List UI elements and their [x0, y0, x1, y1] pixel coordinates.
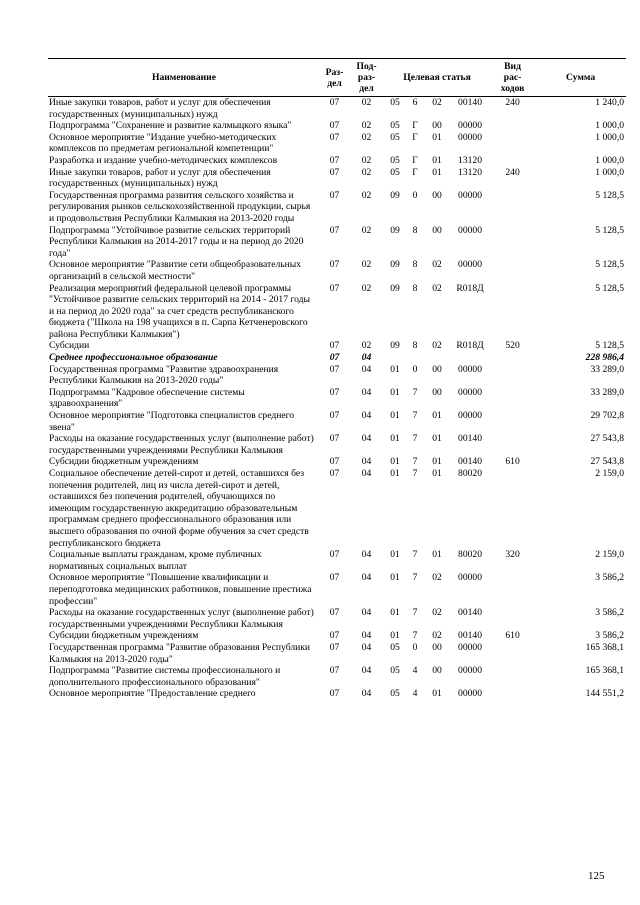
header-target: Целевая статья — [384, 59, 490, 97]
row-section: 07 — [329, 154, 340, 166]
table-row — [48, 167, 626, 190]
row-target-subprogram: 4 — [412, 665, 418, 677]
row-subsection: 04 — [361, 665, 372, 677]
row-section: 07 — [329, 352, 340, 364]
table-row — [48, 364, 626, 387]
row-target-direction: 80020 — [458, 549, 483, 561]
row-section: 07 — [329, 97, 340, 108]
row-target-subprogram: 7 — [412, 549, 418, 561]
row-target-direction: 00000 — [458, 189, 483, 201]
row-expense-type — [490, 642, 535, 665]
row-name: Государственная программа "Развитие здравоохранения Республики Калмыкия на 2013-2020 годы" — [49, 363, 279, 387]
row-target-subprogram: 8 — [412, 224, 418, 236]
row-target-event: 01 — [432, 468, 442, 479]
row-target-subprogram: 7 — [412, 386, 418, 398]
row-target-event: 01 — [432, 410, 442, 422]
row-section: 07 — [329, 259, 340, 271]
row-target-direction: R018Д — [456, 340, 484, 352]
budget-table — [48, 58, 626, 700]
row-section: 07 — [329, 433, 340, 445]
row-target-subprogram: 8 — [412, 259, 418, 271]
row-name: Субсидии бюджетным учреждениям — [49, 456, 199, 468]
row-amount: 228 986,4 — [585, 352, 625, 364]
row-target-program: 05 — [390, 131, 400, 143]
row-name: Основное мероприятие "Повышение квалификации и переподготовка медицинских работников, повышение престижа профессии" — [49, 572, 312, 607]
row-target-direction: 00000 — [458, 688, 483, 700]
row-target-event: 02 — [432, 282, 442, 294]
row-amount: 33 289,0 — [590, 386, 625, 398]
row-section: 07 — [329, 607, 340, 619]
row-target-event: 00 — [432, 665, 442, 677]
row-section: 07 — [329, 549, 340, 561]
row-amount: 1 240,0 — [595, 97, 625, 108]
row-name: Социальные выплаты гражданам, кроме публичных нормативных социальных выплат — [49, 549, 262, 572]
row-expense-type — [490, 120, 535, 132]
row-name: Подпрограмма "Устойчивое развитие сельских территорий Республики Калмыкия на 2014-2017 годы и на период до 2020 года" — [49, 224, 304, 259]
row-target-direction — [450, 352, 490, 364]
row-name: Иные закупки товаров, работ и услуг для обеспечения государственных (муниципальных) нужд — [49, 97, 271, 120]
row-subsection: 02 — [361, 340, 372, 352]
row-subsection: 04 — [361, 363, 372, 375]
row-target-program: 05 — [390, 688, 400, 700]
row-target-program: 01 — [390, 572, 400, 584]
row-expense-type — [490, 572, 535, 607]
row-expense-type — [490, 468, 535, 549]
row-target-event: 00 — [432, 120, 442, 132]
row-target-direction: 00140 — [458, 456, 483, 468]
table-row — [48, 549, 626, 572]
row-subsection: 04 — [361, 352, 372, 364]
row-target-direction: 00000 — [458, 131, 483, 143]
row-expense-type — [490, 433, 535, 456]
row-amount: 3 586,2 — [595, 572, 625, 584]
row-target-direction: 13120 — [458, 154, 483, 166]
page-number: 125 — [588, 870, 605, 882]
row-expense-type — [490, 352, 535, 364]
row-target-direction: 00000 — [458, 410, 483, 422]
row-expense-type: 520 — [505, 340, 520, 352]
row-subsection: 02 — [361, 120, 372, 132]
row-target-direction: 13120 — [458, 166, 483, 178]
row-target-event: 02 — [432, 97, 442, 108]
row-target-program: 05 — [390, 120, 400, 132]
row-name: Подпрограмма "Сохранение и развитие калмыцкого языка" — [49, 120, 292, 132]
row-target-event: 00 — [432, 641, 442, 653]
row-target-subprogram: 7 — [412, 468, 418, 479]
row-target-program: 01 — [390, 549, 400, 561]
row-target-event: 02 — [432, 630, 442, 642]
row-expense-type: 610 — [505, 630, 520, 642]
row-section: 07 — [329, 224, 340, 236]
row-amount: 5 128,5 — [595, 259, 625, 271]
row-expense-type — [490, 155, 535, 167]
row-amount: 3 586,2 — [595, 630, 625, 642]
row-target-subprogram: Г — [412, 131, 418, 143]
row-target-subprogram: 7 — [412, 572, 418, 584]
row-target-program: 01 — [390, 410, 400, 422]
row-name: Иные закупки товаров, работ и услуг для обеспечения государственных (муниципальных) нужд — [49, 166, 271, 190]
row-target-event: 01 — [432, 456, 442, 468]
row-expense-type: 320 — [505, 549, 520, 561]
header-name: Наименование — [48, 59, 320, 97]
row-amount: 27 543,8 — [590, 433, 625, 445]
table-row — [48, 225, 626, 260]
row-target-subprogram: 7 — [412, 410, 418, 422]
row-target-direction: 00000 — [458, 363, 483, 375]
row-subsection: 04 — [361, 410, 372, 422]
row-expense-type — [490, 364, 535, 387]
header-subsection: Под- раз- дел — [349, 59, 384, 97]
row-target-subprogram: 7 — [412, 607, 418, 619]
row-expense-type — [490, 665, 535, 688]
row-amount: 29 702,8 — [590, 410, 625, 422]
row-expense-type — [490, 259, 535, 282]
table-row — [48, 387, 626, 410]
row-expense-type — [490, 225, 535, 260]
row-target-direction: 00140 — [458, 97, 483, 108]
row-target-program: 09 — [390, 259, 400, 271]
row-amount: 2 159,0 — [595, 468, 625, 479]
row-target-subprogram: 7 — [412, 630, 418, 642]
row-target-program: 01 — [390, 386, 400, 398]
row-expense-type — [490, 132, 535, 155]
table-row — [48, 665, 626, 688]
row-name: Основное мероприятие "Развитие сети общеобразовательных организаций в сельской местности" — [49, 259, 302, 282]
row-target-subprogram: Г — [412, 154, 418, 166]
row-target-direction: 00000 — [458, 386, 483, 398]
row-amount: 1 000,0 — [595, 120, 625, 132]
row-subsection: 04 — [361, 641, 372, 653]
row-target-program: 09 — [390, 224, 400, 236]
row-target-subprogram: 8 — [412, 340, 418, 352]
table-row — [48, 120, 626, 132]
header-section: Раз- дел — [320, 59, 349, 97]
row-expense-type: 610 — [505, 456, 520, 468]
row-subsection: 04 — [361, 607, 372, 619]
row-target-subprogram: Г — [412, 120, 418, 132]
table-row — [48, 155, 626, 167]
row-target-direction: 00000 — [458, 224, 483, 236]
row-expense-type — [490, 410, 535, 433]
table-row — [48, 340, 626, 352]
row-subsection: 02 — [361, 154, 372, 166]
row-target-subprogram: Г — [412, 166, 418, 178]
table-row — [48, 642, 626, 665]
row-section: 07 — [329, 641, 340, 653]
row-target-program: 09 — [390, 189, 400, 201]
row-name: Расходы на оказание государственных услуг (выполнение работ) государственными учреждениями Республики Калмыкия — [49, 433, 314, 456]
row-target-direction: 00000 — [458, 572, 483, 584]
row-name: Среднее профессиональное образование — [49, 352, 218, 364]
row-section: 07 — [329, 572, 340, 584]
row-expense-type — [490, 387, 535, 410]
row-expense-type — [490, 688, 535, 700]
row-target-direction: 00000 — [458, 641, 483, 653]
row-expense-type — [490, 607, 535, 630]
row-target-event: 02 — [432, 340, 442, 352]
row-subsection: 04 — [361, 433, 372, 445]
row-section: 07 — [329, 189, 340, 201]
row-subsection: 02 — [361, 282, 372, 294]
row-target-direction: 00140 — [458, 630, 483, 642]
row-name: Государственная программа развития сельского хозяйства и регулирования рынков сельскохозяйственной продукции, сырья и продовольствия Республики Калмыкия на 2013-2020 годы — [49, 189, 311, 224]
row-target-event: 01 — [432, 433, 442, 445]
row-target-event: 01 — [432, 131, 442, 143]
row-section: 07 — [329, 410, 340, 422]
row-target-event: 00 — [432, 386, 442, 398]
row-target-direction: 80020 — [458, 468, 483, 479]
row-amount: 165 368,1 — [585, 641, 625, 653]
row-name: Разработка и издание учебно-методических комплексов — [49, 154, 278, 166]
row-target-event — [424, 352, 450, 364]
row-name: Основное мероприятие "Издание учебно-методических комплексов по предметам региональной компетенции" — [49, 131, 277, 155]
row-section: 07 — [329, 456, 340, 468]
row-amount: 165 368,1 — [585, 665, 625, 677]
row-target-program: 05 — [390, 166, 400, 178]
row-target-program: 05 — [390, 97, 400, 108]
row-amount: 5 128,5 — [595, 224, 625, 236]
table-row — [48, 132, 626, 155]
row-name: Подпрограмма "Кадровое обеспечение системы здравоохранения" — [49, 386, 245, 410]
row-subsection: 04 — [361, 386, 372, 398]
row-expense-type: 240 — [505, 97, 520, 108]
row-amount: 2 159,0 — [595, 549, 625, 561]
header-amount: Сумма — [535, 59, 626, 97]
row-target-event: 01 — [432, 166, 442, 178]
row-subsection: 04 — [361, 688, 372, 700]
row-expense-type: 240 — [505, 166, 520, 178]
row-target-event: 00 — [432, 189, 442, 201]
row-target-event: 01 — [432, 688, 442, 700]
table-row — [48, 607, 626, 630]
table-row — [48, 352, 626, 364]
row-amount: 144 551,2 — [585, 688, 625, 700]
row-amount: 1 000,0 — [595, 131, 625, 143]
row-target-program: 01 — [390, 468, 400, 479]
row-subsection: 02 — [361, 189, 372, 201]
row-target-direction: 00000 — [458, 259, 483, 271]
row-target-program: 09 — [390, 282, 400, 294]
row-amount: 5 128,5 — [595, 189, 625, 201]
row-section: 07 — [329, 340, 340, 352]
table-row — [48, 433, 626, 456]
row-amount: 3 586,2 — [595, 607, 625, 619]
row-target-subprogram: 7 — [412, 433, 418, 445]
table-body — [48, 97, 626, 700]
row-target-event: 00 — [432, 363, 442, 375]
row-target-subprogram: 7 — [412, 456, 418, 468]
row-target-event: 02 — [432, 572, 442, 584]
table-row — [48, 468, 626, 549]
row-name: Государственная программа "Развитие образования Республики Калмыкия на 2013-2020 годы" — [49, 641, 311, 665]
table-row — [48, 190, 626, 225]
row-section: 07 — [329, 386, 340, 398]
row-target-direction: 00000 — [458, 665, 483, 677]
row-target-subprogram: 6 — [412, 97, 418, 108]
row-subsection: 02 — [361, 97, 372, 108]
table-row — [48, 630, 626, 642]
row-section: 07 — [329, 166, 340, 178]
row-name: Субсидии — [49, 340, 90, 352]
table-row — [48, 456, 626, 468]
table-header-row — [48, 59, 626, 97]
row-subsection: 02 — [361, 259, 372, 271]
row-subsection: 04 — [361, 549, 372, 561]
row-target-program: 09 — [390, 340, 400, 352]
row-subsection: 04 — [361, 468, 372, 479]
row-section: 07 — [329, 688, 340, 700]
row-target-event: 02 — [432, 259, 442, 271]
row-target-subprogram — [406, 352, 424, 364]
row-target-direction: R018Д — [456, 282, 484, 294]
row-section: 07 — [329, 468, 340, 479]
row-name: Расходы на оказание государственных услуг (выполнение работ) государственными учреждениями Республики Калмыкия — [49, 607, 314, 630]
row-amount: 33 289,0 — [590, 363, 625, 375]
row-expense-type — [490, 283, 535, 341]
header-expense-type: Вид рас- ходов — [490, 59, 535, 97]
row-name: Основное мероприятие "Предоставление среднего — [49, 688, 256, 700]
row-target-subprogram: 8 — [412, 282, 418, 294]
table-row — [48, 97, 626, 121]
row-subsection: 02 — [361, 166, 372, 178]
row-target-program: 01 — [390, 363, 400, 375]
row-subsection: 02 — [361, 224, 372, 236]
table-row — [48, 283, 626, 341]
row-target-program — [384, 352, 406, 364]
row-amount: 5 128,5 — [595, 282, 625, 294]
row-target-program: 05 — [390, 154, 400, 166]
row-target-program: 01 — [390, 607, 400, 619]
table-row — [48, 572, 626, 607]
row-target-subprogram: 0 — [412, 189, 418, 201]
row-subsection: 02 — [361, 131, 372, 143]
row-target-program: 01 — [390, 456, 400, 468]
row-name: Реализация мероприятий федеральной целевой программы "Устойчивое развитие сельских территорий на 2014 - 2017 годы и на период до 2020 года" за счет средств республиканского бюджета ("Школа на 198 учащихся в п. Сарпа Кетченеровского района Республики Калмыкия") — [49, 282, 310, 340]
row-section: 07 — [329, 630, 340, 642]
row-subsection: 04 — [361, 630, 372, 642]
row-subsection: 04 — [361, 572, 372, 584]
row-target-subprogram: 0 — [412, 641, 418, 653]
row-amount: 5 128,5 — [595, 340, 625, 352]
table-row — [48, 410, 626, 433]
row-section: 07 — [329, 363, 340, 375]
row-section: 07 — [329, 120, 340, 132]
row-amount: 27 543,8 — [590, 456, 625, 468]
row-target-program: 01 — [390, 630, 400, 642]
row-target-program: 05 — [390, 665, 400, 677]
row-name: Подпрограмма "Развитие системы профессионального и дополнительного профессионального образования" — [49, 665, 281, 688]
row-section: 07 — [329, 131, 340, 143]
table-row — [48, 688, 626, 700]
row-expense-type — [490, 190, 535, 225]
row-target-program: 05 — [390, 641, 400, 653]
row-name: Основное мероприятие "Подготовка специалистов среднего звена" — [49, 410, 295, 433]
row-name: Субсидии бюджетным учреждениям — [49, 630, 199, 642]
budget-table-page — [48, 58, 626, 700]
row-section: 07 — [329, 282, 340, 294]
row-target-event: 01 — [432, 154, 442, 166]
row-target-direction: 00140 — [458, 433, 483, 445]
row-target-event: 02 — [432, 607, 442, 619]
row-target-event: 01 — [432, 549, 442, 561]
table-row — [48, 259, 626, 282]
row-target-direction: 00140 — [458, 607, 483, 619]
row-amount: 1 000,0 — [595, 154, 625, 166]
row-section: 07 — [329, 665, 340, 677]
row-target-subprogram: 4 — [412, 688, 418, 700]
row-subsection: 04 — [361, 456, 372, 468]
row-target-subprogram: 0 — [412, 363, 418, 375]
row-target-direction: 00000 — [458, 120, 483, 132]
row-target-event: 00 — [432, 224, 442, 236]
row-amount: 1 000,0 — [595, 166, 625, 178]
row-target-program: 01 — [390, 433, 400, 445]
row-name: Социальное обеспечение детей-сирот и детей, оставшихся без попечения родителей, лиц из числа детей-сирот и детей, оставшихся без попечения родителей, обучающихся по имеющим государственную аккредитацию образовательным программам среднего профессионального образования или высшего образования по очной форме обучения за счет средств республиканского бюджета — [49, 468, 309, 549]
